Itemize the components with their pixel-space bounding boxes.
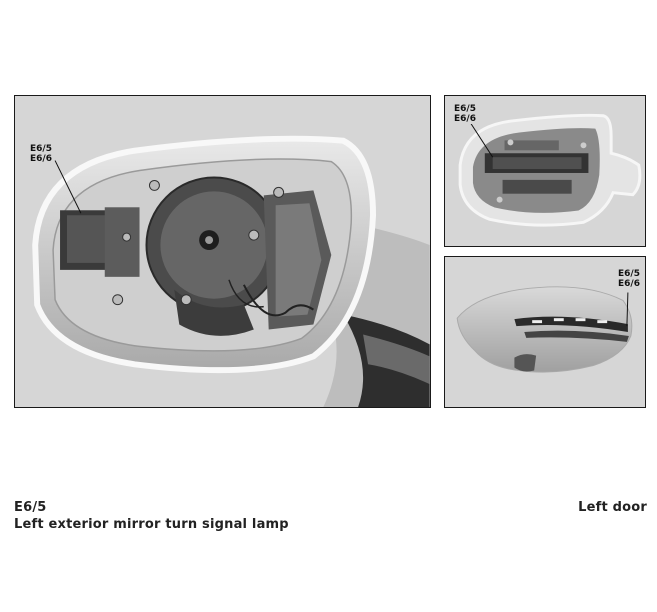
mirror-cover-illustration [445, 257, 645, 407]
mirror-interior-illustration [15, 96, 430, 407]
callout-e6-5: E6/5 [454, 104, 476, 114]
callout-e6-5: E6/5 [30, 144, 52, 154]
component-description: Left exterior mirror turn signal lamp [14, 517, 289, 532]
callout-e6-6: E6/6 [30, 154, 52, 164]
component-code: E6/5 [14, 500, 47, 515]
callout-e6-6: E6/6 [618, 279, 640, 289]
main-mirror-photo [14, 95, 431, 408]
callout-e6-5: E6/5 [618, 269, 640, 279]
callout-e6-6: E6/6 [454, 114, 476, 124]
callout-label [29, 144, 53, 164]
callout-label [617, 269, 641, 289]
mirror-cover-photo [444, 256, 646, 408]
component-location: Left door [578, 500, 647, 515]
callout-label [453, 104, 477, 124]
housing-interior-photo [444, 95, 646, 247]
